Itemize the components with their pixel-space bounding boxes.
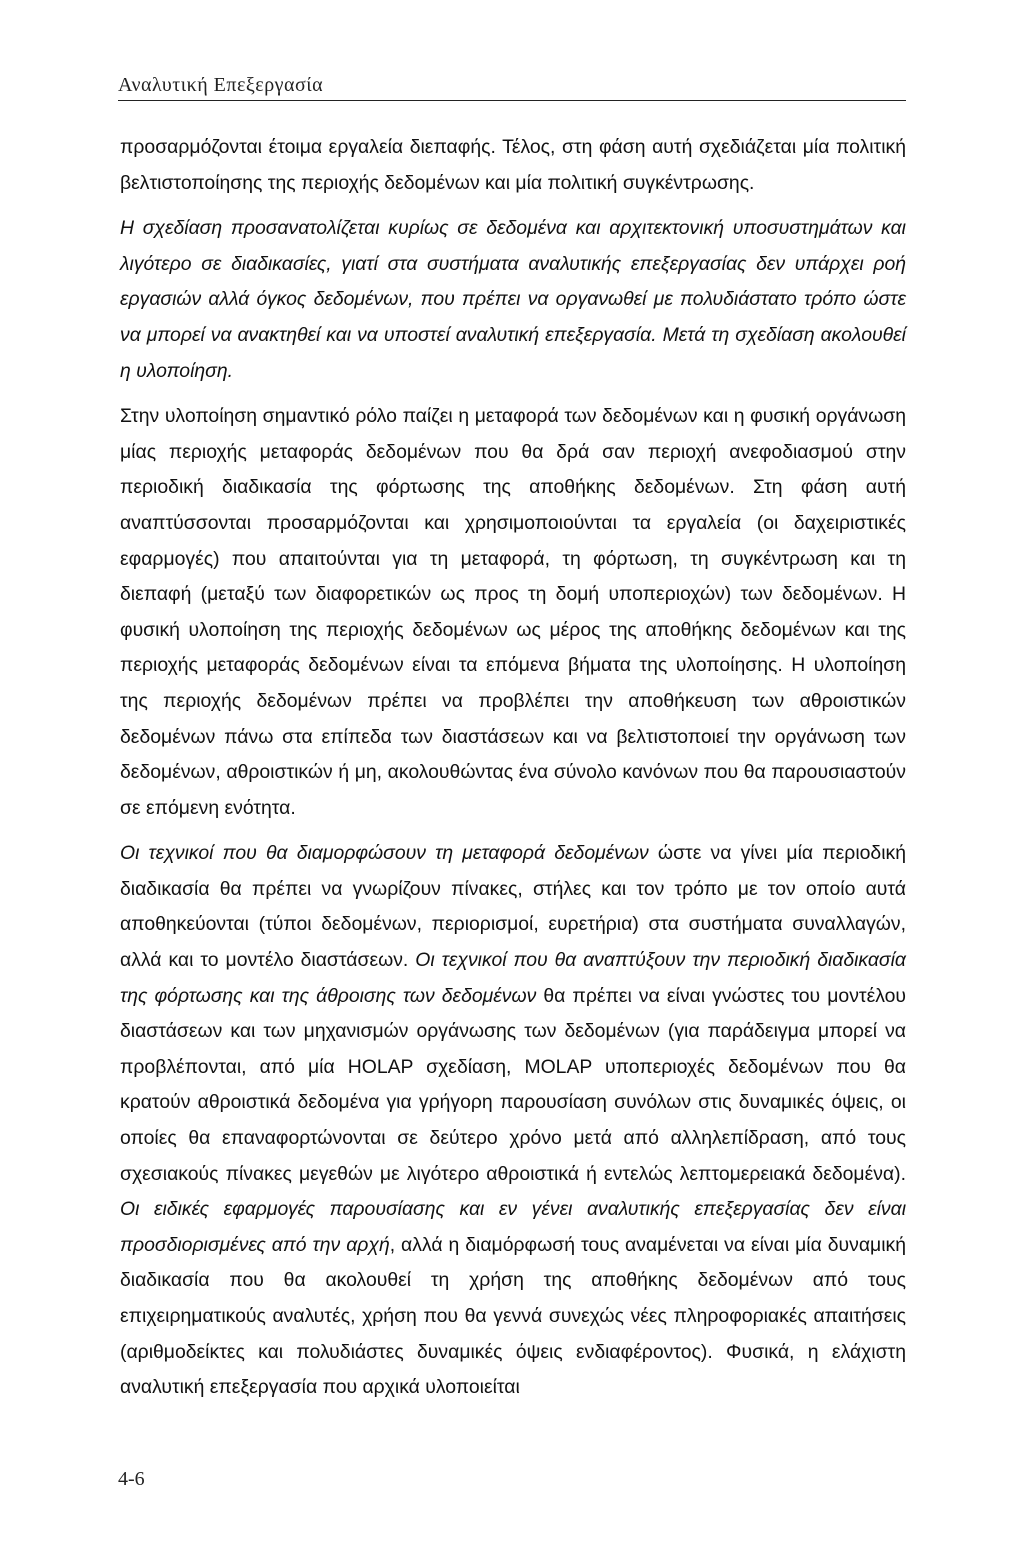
emphasis-technicians-transfer: Οι τεχνικοί που θα διαμορφώσουν τη μεταφορά δεδομένων (120, 842, 649, 865)
header-rule (118, 100, 906, 101)
running-header: Αναλυτική Επεξεργασία (118, 74, 324, 96)
paragraph-1: προσαρμόζονται έτοιμα εργαλεία διεπαφής. Τέλος, στη φάση αυτή σχεδιάζεται μία πολιτική βελτιστοποίησης της περιοχής δεδομένων και μία πολιτική συγκέντρωσης. (120, 136, 906, 194)
paragraph-4-text-2: θα πρέπει να είναι γνώστες του μοντέλου διαστάσεων και των μηχανισμών οργάνωσης των δεδομένων (για παράδειγμα μπορεί να προβλέπονται, από μία HOLAP σχεδίαση, MOLAP υποπεριοχές δεδομένων που θα κρατούν αθροιστικά δεδομένα για γρήγορη παρουσίαση συνόλων στις δυναμικές όψεις, οι οποίες θα επαναφορτώνονται σε δεύτερο χρόνο μετά από αλληλεπίδραση, από τους σχεσιακούς πίνακες μεγεθών με λιγότερο αθροιστικά ή εντελώς λεπτομερειακά δεδομένα). (120, 984, 906, 1185)
paragraph-3: Στην υλοποίηση σημαντικό ρόλο παίζει η μεταφορά των δεδομένων και η φυσική οργάνωση μίας περιοχής μεταφοράς δεδομένων που θα δρά σαν περιοχή ανεφοδιασμού στην περιοδική διαδικασία της φόρτωσης της αποθήκης δεδομένων. Στη φάση αυτή αναπτύσσονται προσαρμόζονται και χρησιμοποιούνται τα εργαλεία (οι δαχειριστικές εφαρμογές) που απαιτούνται για τη μεταφορά, τη φόρτωση, τη συγκέντρωση και τη διεπαφή (μεταξύ των διαφορετικών ως προς τη δομή υποπεριοχών) των δεδομένων. Η φυσική υλοποίηση της περιοχής δεδομένων ως μέρος της αποθήκης δεδομένων και της περιοχής μεταφοράς δεδομένων είναι τα επόμενα βήματα της υλοποίησης. Η υλοποίηση της περιοχής δεδομένων πρέπει να προβλέπει την αποθήκευση των αθροιστικών δεδομένων πάνω στα επίπεδα των διαστάσεων και να βελτιστοποιεί την οργάνωση των δεδομένων, αθροιστικών ή μη, ακολουθώντας ένα σύνολο κανόνων που θα παρουσιαστούν σε επόμενη ενότητα. (120, 405, 906, 819)
paragraph-4 (120, 836, 906, 1406)
paragraph-2: Η σχεδίαση προσανατολίζεται κυρίως σε δεδομένα και αρχιτεκτονική υποσυστημάτων και λιγότερο σε διαδικασίες, γιατί στα συστήματα αναλυτικής επεξεργασίας δεν υπάρχει ροή εργασιών αλλά όγκος δεδομένων, που πρέπει να οργανωθεί με πολυδιάστατο τρόπο ώστε να μπορεί να ανακτηθεί και να υποστεί αναλυτική επεξεργασία. Μετά τη σχεδίαση ακολουθεί η υλοποίηση. (120, 217, 906, 382)
page-number: 4-6 (118, 1468, 145, 1490)
emphasis-technicians-loading: Οι τεχνικοί που θα αναπτύξουν την περιοδική διαδικασία της φόρτωσης και της άθροισης των δεδομένων (120, 949, 906, 1007)
body-text (120, 130, 906, 1406)
paragraph-4-text-3: , αλλά η διαμόρφωσή τους αναμένεται να είναι μία δυναμική διαδικασία που θα ακολουθεί τη χρήση της αποθήκης δεδομένων από τους επιχειρηματικούς αναλυτές, χρήση που θα γεννά συνεχώς νέες πληροφοριακές απαιτήσεις (αριθμοδείκτες και πολυδιάστες δυναμικές όψεις ενδιαφέροντος). Φυσικά, η ελάχιστη αναλυτική επεξεργασία που αρχικά υλοποιείται (120, 1233, 906, 1399)
paragraph-4-text-1: ώστε να γίνει μία περιοδική διαδικασία θα πρέπει να γνωρίζουν πίνακες, στήλες και τον τρόπο με τον οποίο αυτά αποθηκεύονται (τύποι δεδομένων, περιορισμοί, ευρετήρια) στα συστήματα συναλλαγών, αλλά και το μοντέλο διαστάσεων. (120, 842, 906, 972)
emphasis-special-applications: Οι ειδικές εφαρμογές παρουσίασης και εν γένει αναλυτικής επεξεργασίας δεν είναι προσδιορισμένες από την αρχή (120, 1198, 906, 1256)
